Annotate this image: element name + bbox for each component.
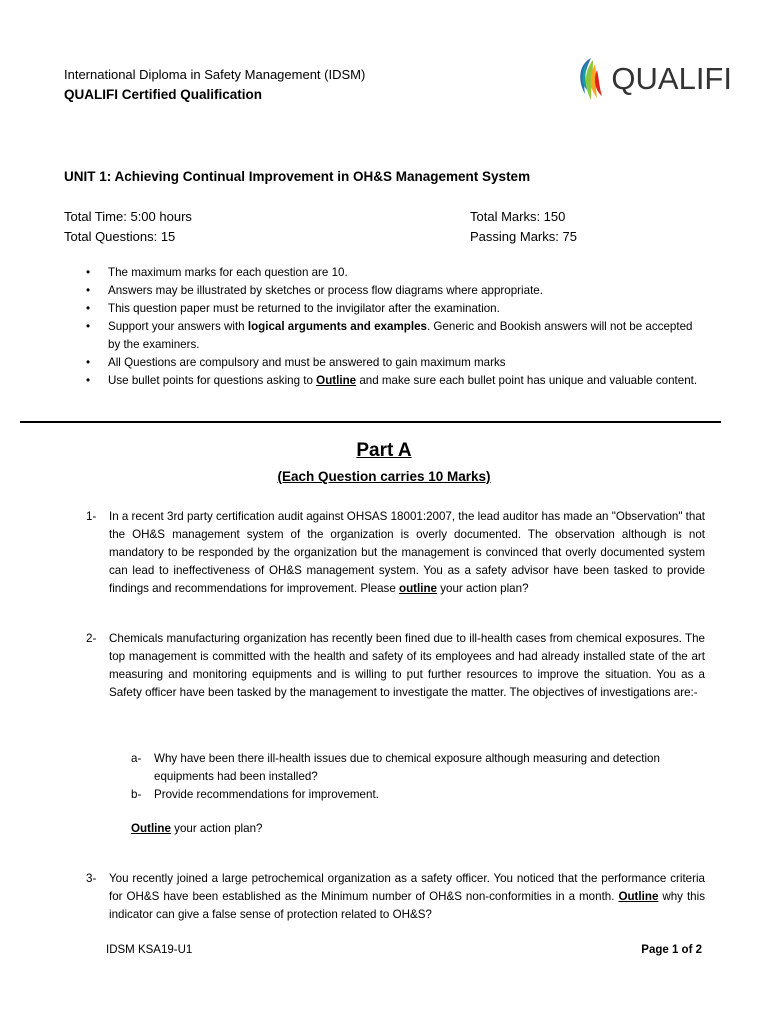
question-2-text: [109, 630, 705, 702]
question-keyword: Outline: [131, 822, 171, 835]
sub-question-a: Why have been there ill-health issues due to chemical exposure although measuring and detection equipments had been installed?: [154, 752, 660, 783]
question-2-outline: [131, 820, 262, 838]
question-number: 1-: [86, 510, 97, 523]
part-title: Part A: [356, 440, 412, 461]
instructions-list: [84, 264, 706, 390]
question-text: your action plan?: [437, 582, 529, 595]
question-text: Chemicals manufacturing organization has recently been fined due to ill-health cases from chemical exposures. The top management is committed with the health and safety of its employees and had already installed state of the art measuring and monitoring equipments and is willing to put further resources to improve the situation. You as a Safety officer have been tasked by the management to investigate the matter. The objectives of investigations are:-: [109, 632, 705, 699]
total-time: Total Time: 5:00 hours: [64, 209, 192, 224]
instruction-emphasis: logical arguments and examples: [247, 320, 427, 333]
section-divider: [20, 421, 721, 423]
question-number: 2-: [86, 632, 97, 645]
sub-question-letter: b-: [131, 788, 142, 801]
instruction-text: Answers may be illustrated by sketches or process flow diagrams where appropriate.: [108, 284, 543, 297]
program-title: International Diploma in Safety Management (IDSM): [64, 67, 366, 82]
instruction-item: [84, 264, 706, 282]
instruction-text: Support your answers with: [108, 320, 248, 333]
part-subtitle: (Each Question carries 10 Marks): [277, 469, 491, 484]
instruction-item: [84, 372, 706, 390]
instruction-item: [84, 282, 706, 300]
instruction-item: [84, 300, 706, 318]
qualifi-logo: [575, 56, 732, 102]
total-questions: Total Questions: 15: [64, 229, 176, 244]
question-1-text: [109, 508, 705, 598]
instruction-text: . Generic and Bookish answers will not be accepted by the examiners.: [108, 320, 693, 351]
question-text: your action plan?: [170, 822, 263, 835]
question-text: You recently joined a large petrochemical organization as a safety officer. You noticed that the performance criteria for OH&S have been established as the Minimum number of OH&S non-conformities in a month.: [109, 872, 705, 903]
question-keyword: Outline: [618, 890, 659, 903]
qualification-title: QUALIFI Certified Qualification: [64, 87, 263, 102]
instruction-text: Use bullet points for questions asking to: [108, 374, 317, 387]
question-text: why this indicator can give a false sense of protection related to OH&S?: [109, 890, 706, 921]
instruction-item: [84, 354, 706, 372]
logo-wordmark: QUALIFI: [611, 61, 732, 96]
instruction-emphasis: Outline: [316, 374, 357, 387]
question-text: In a recent 3rd party certification audit against OHSAS 18001:2007, the lead auditor has made an "Observation" that the OH&S management system of the organization is overly documented. The observation although is not mandatory to be responded by the organization but the management is convinced that overly documented system can lead to ineffectiveness of OH&S management system. You as a safety advisor have been tasked to provide findings and recommendations for improvement. Please: [109, 510, 706, 595]
unit-title: UNIT 1: Achieving Continual Improvement in OH&S Management System: [64, 169, 531, 184]
question-3-text: [109, 870, 705, 924]
instruction-text: The maximum marks for each question are 10.: [108, 266, 348, 279]
page-number: Page 1 of 2: [641, 944, 702, 956]
sub-question-letter: a-: [131, 752, 142, 765]
instruction-text: All Questions are compulsory and must be answered to gain maximum marks: [108, 356, 506, 369]
question-keyword: outline: [399, 582, 437, 595]
instruction-item: [84, 318, 706, 354]
total-marks: Total Marks: 150: [470, 209, 566, 224]
instruction-text: and make sure each bullet point has unique and valuable content.: [356, 374, 698, 387]
question-number: 3-: [86, 872, 97, 885]
sub-question-b: Provide recommendations for improvement.: [154, 788, 379, 801]
footer-code: IDSM KSA19-U1: [106, 944, 193, 956]
passing-marks: Passing Marks: 75: [470, 229, 577, 244]
instruction-text: This question paper must be returned to the invigilator after the examination.: [108, 302, 500, 315]
qualifi-logo-mark-icon: [575, 56, 605, 102]
